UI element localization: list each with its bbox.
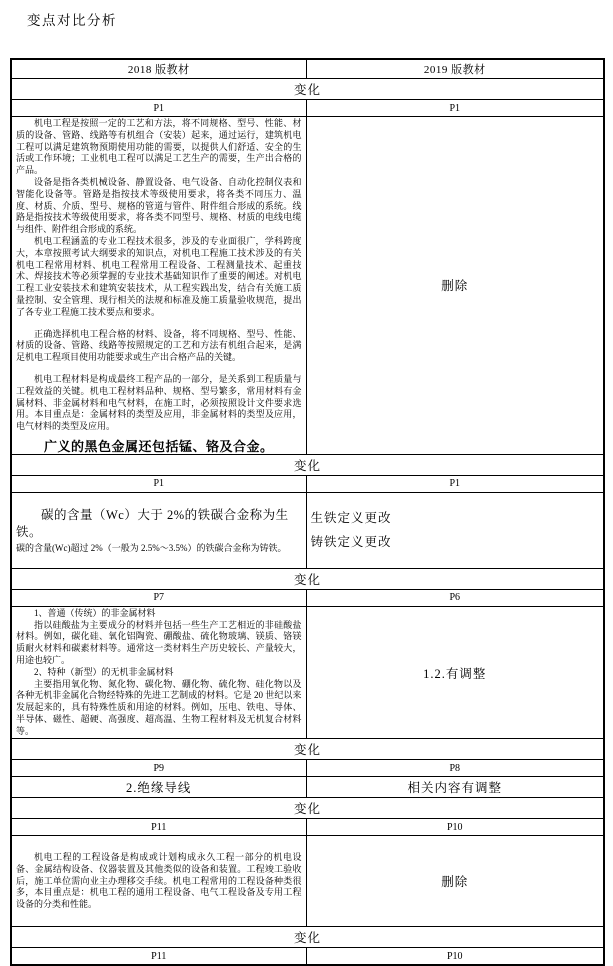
page-number-2019: P6	[306, 589, 604, 606]
nonmetal-heading-special: 2、特种（新型）的无机非金属材料	[34, 666, 174, 677]
page-number-2019: P1	[306, 100, 604, 117]
change-label: 变化	[11, 927, 604, 948]
change-row	[11, 798, 604, 819]
paragraph: 主要指用氧化物、氮化物、碳化物、硼化物、硫化物、硅化物以及各种无机非金属化合物经特殊的先进工艺制成的材料。它是 20 世纪以来发展起来的，具有特殊性质和用途的材料。例如，压电、铁电、导体、半导体、磁性、超硬、高强度、超高温、生物工程材料及无机复合材料等。	[16, 678, 302, 736]
change-row	[11, 568, 604, 589]
page-row	[11, 948, 604, 965]
change-label: 变化	[11, 739, 604, 760]
page-row	[11, 760, 604, 777]
content-2018-nonmetal-materials	[11, 606, 306, 739]
page-number-2019: P10	[306, 948, 604, 965]
paragraph: 指以硅酸盐为主要成分的材料并包括一些生产工艺相近的非硅酸盐材料。例如，碳化硅、氧化铝陶瓷、硼酸盐、硫化物玻璃、镁质、铬镁质耐火材料和碳素材料等。通常这一类材料生产历史较长、产量较大，用途也较广。	[16, 619, 302, 665]
change-row	[11, 927, 604, 948]
content-row	[11, 492, 604, 568]
page-number-2018: P11	[11, 819, 306, 836]
content-2018-engineering-equipment	[11, 836, 306, 927]
page-number-2018: P7	[11, 589, 306, 606]
change-row	[11, 739, 604, 760]
content-2018-insulated-wire: 2.绝缘导线	[11, 777, 306, 798]
page-number-2018: P11	[11, 948, 306, 965]
change-label: 变化	[11, 454, 604, 475]
table-header-row	[11, 59, 604, 79]
page-number-2019: P8	[306, 760, 604, 777]
pig-iron-definition: 碳的含量（Wc）大于 2%的铁碳合金称为生铁。	[16, 508, 289, 540]
change-row	[11, 79, 604, 100]
note-cast-iron-changed: 铸铁定义更改	[310, 535, 392, 550]
change-note-iron	[306, 492, 604, 568]
content-2018-overview	[11, 117, 306, 455]
page-row	[11, 475, 604, 492]
page-row	[11, 100, 604, 117]
paragraph: 机电工程材料是构成最终工程产品的一部分，是关系到工程质量与工程效益的关键。机电工程材料品种、规格、型号繁多，常用材料有金属材料、非金属材料和电气材料，在施工时，必须按照设计文件要求选用。本目重点是：金属材料的类型及应用，非金属材料的类型及应用，电气材料的类型及应用。	[16, 373, 302, 432]
paragraph: 机电工程是按照一定的工艺和方法，将不同规格、型号、性能、材质的设备、管路、线路等有机组合（安装）起来，通过运行，建筑机电工程可以满足建筑物预期使用功能的需要，以提供人们舒适、安全的生活或工作环境；工业机电工程可以满足工艺生产的需要，生产出合格的产品。	[16, 118, 302, 176]
page-number-2018: P1	[11, 100, 306, 117]
change-label: 变化	[11, 798, 604, 819]
cast-iron-definition: 碳的含量(Wc)超过 2%（一般为 2.5%～3.5%）的铁碳合金称为铸铁。	[16, 543, 287, 554]
comparison-table	[10, 58, 605, 966]
content-2018-iron-definitions	[11, 492, 306, 568]
highlight-black-metal-note: 广义的黑色金属还包括锰、铬及合金。	[43, 438, 274, 454]
change-label: 变化	[11, 79, 604, 100]
change-label: 变化	[11, 568, 604, 589]
page-number-2019: P10	[306, 819, 604, 836]
paragraph: 机电工程涵盖的专业工程技术很多，涉及的专业面很广，学科跨度大，本章按照考试大纲要求的知识点，对机电工程施工技术涉及的有关机电工程常用材料、机电工程常用工程设备、工程测量技术、起重技术、焊接技术等必须掌握的专业技术基础知识作了重要的阐述。对机电工程工业安装技术和建筑安装技术，从工程实践出发，结合有关施工质量控制、安全管理、现行相关的法规和标准及施工质量验收规范，提出了各专业工程施工技术要点和要求。	[16, 235, 302, 317]
page-number-2019: P1	[306, 475, 604, 492]
change-note-deleted: 删除	[306, 117, 604, 455]
paragraph: 设备是指各类机械设备、静置设备、电气设备、自动化控制仪表和智能化设备等。管路是指按技术等级使用要求，将各类不同压力、温度、材质、介质、型号、规格的管道与管件、附件组合形成的系统。线路是指按技术等级使用要求，将各类不同型号、规格、材质的电线电缆与组件、附件组合形成的系统。	[16, 176, 302, 235]
paragraph: 正确选择机电工程合格的材料、设备，将不同规格、型号、性能、材质的设备、管路、线路等按照规定的工艺和方法有机组合起来，是满足机电工程项目使用功能要求或生产出合格产品的关键。	[16, 328, 302, 363]
nonmetal-heading-ordinary: 1、普通（传统）的非金属材料	[34, 607, 156, 618]
paragraph: 机电工程的工程设备是构成或计划构成永久工程一部分的机电设备、金属结构设备、仪器装置及其他类似的设备和装置。工程竣工验收后，施工单位需向业主办理移交手续。机电工程常用的工程设备种类很多，本目重点是：机电工程的通用工程设备、电气工程设备及专用工程设备的分类和性能。	[16, 851, 302, 910]
content-row	[11, 777, 604, 798]
page-row	[11, 819, 604, 836]
content-row	[11, 606, 604, 739]
page-number-2018: P1	[11, 475, 306, 492]
change-note-related-adjusted: 相关内容有调整	[306, 777, 604, 798]
change-note-deleted: 删除	[306, 836, 604, 927]
page-number-2018: P9	[11, 760, 306, 777]
page-title: 变点对比分析	[27, 13, 117, 28]
change-row	[11, 454, 604, 475]
note-pig-iron-changed: 生铁定义更改	[310, 511, 392, 526]
header-2018-edition: 2018 版教材	[11, 59, 306, 79]
content-row	[11, 117, 604, 455]
header-2019-edition: 2019 版教材	[306, 59, 604, 79]
content-row	[11, 836, 604, 927]
change-note-adjusted: 1.2.有调整	[306, 606, 604, 739]
page-row	[11, 589, 604, 606]
